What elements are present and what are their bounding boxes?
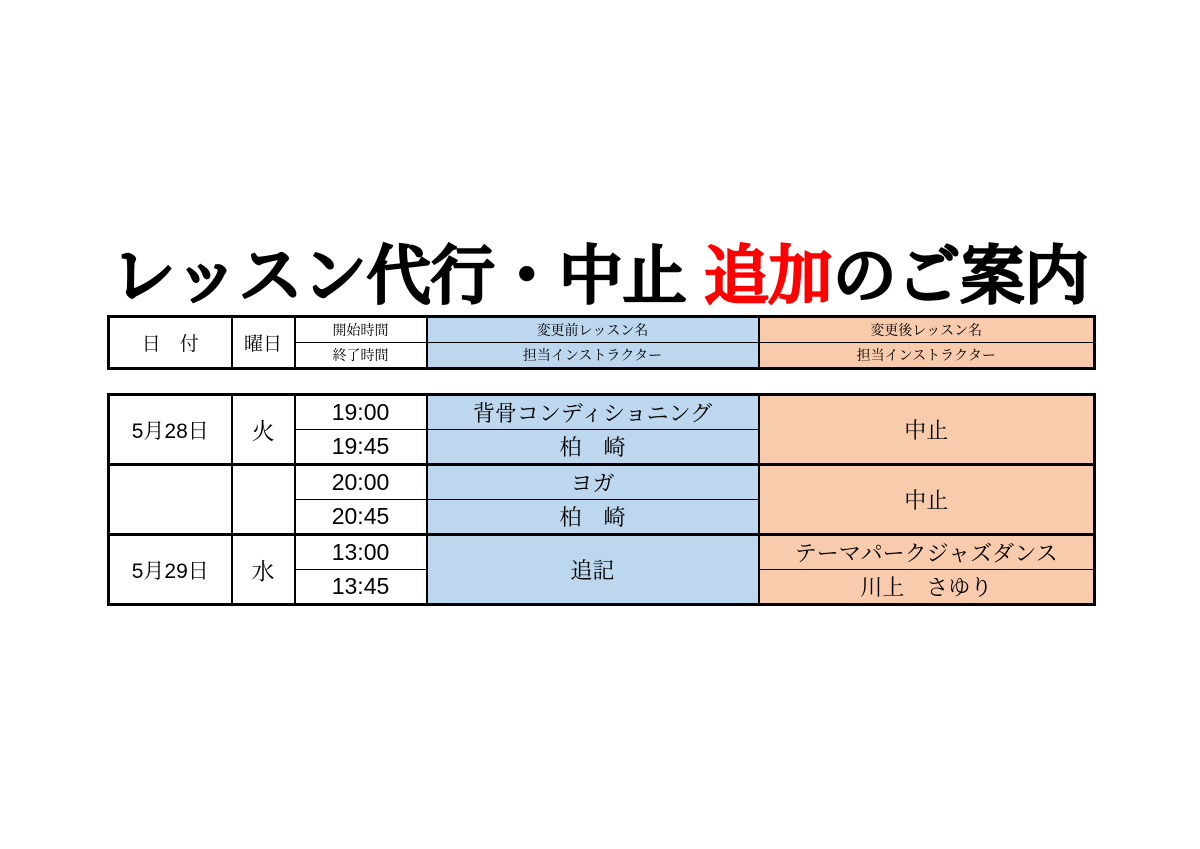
- header-start-time: 開始時間: [295, 317, 427, 343]
- schedule-header-table: [107, 315, 1096, 370]
- before-lesson-cell: 背骨コンディショニング: [427, 395, 759, 430]
- day-cell: 水: [232, 535, 295, 605]
- start-time-cell: 19:00: [295, 395, 427, 430]
- before-instructor-cell: 柏 崎: [427, 500, 759, 535]
- after-status-cell: 中止: [759, 465, 1095, 535]
- title-text-right: のご案内: [832, 240, 1089, 312]
- start-time-cell: 20:00: [295, 465, 427, 500]
- table-row: [109, 535, 1095, 570]
- header-row-top: [109, 317, 1095, 343]
- end-time-cell: 20:45: [295, 500, 427, 535]
- after-lesson-cell: テーマパークジャズダンス: [759, 535, 1095, 570]
- date-cell: 5月28日: [109, 395, 232, 465]
- date-cell: 5月29日: [109, 535, 232, 605]
- header-after-instructor: 担当インストラクター: [759, 343, 1095, 369]
- header-day: 曜日: [232, 317, 295, 369]
- header-before-instructor: 担当インストラクター: [427, 343, 759, 369]
- header-before-lesson: 変更前レッスン名: [427, 317, 759, 343]
- table-row: [109, 465, 1095, 500]
- before-note-cell: 追記: [427, 535, 759, 605]
- table-row: [109, 395, 1095, 430]
- page-title: [0, 238, 1200, 314]
- after-status-cell: 中止: [759, 395, 1095, 465]
- header-end-time: 終了時間: [295, 343, 427, 369]
- header-after-lesson: 変更後レッスン名: [759, 317, 1095, 343]
- before-instructor-cell: 柏 崎: [427, 430, 759, 465]
- day-cell: [232, 465, 295, 535]
- schedule-table: [107, 393, 1096, 606]
- title-text-left: レッスン代行・中止: [111, 240, 705, 312]
- end-time-cell: 13:45: [295, 570, 427, 605]
- after-instructor-cell: 川上 さゆり: [759, 570, 1095, 605]
- date-cell: [109, 465, 232, 535]
- end-time-cell: 19:45: [295, 430, 427, 465]
- before-lesson-cell: ヨガ: [427, 465, 759, 500]
- title-text-highlight: 追加: [704, 240, 833, 312]
- header-date: 日 付: [109, 317, 232, 369]
- start-time-cell: 13:00: [295, 535, 427, 570]
- day-cell: 火: [232, 395, 295, 465]
